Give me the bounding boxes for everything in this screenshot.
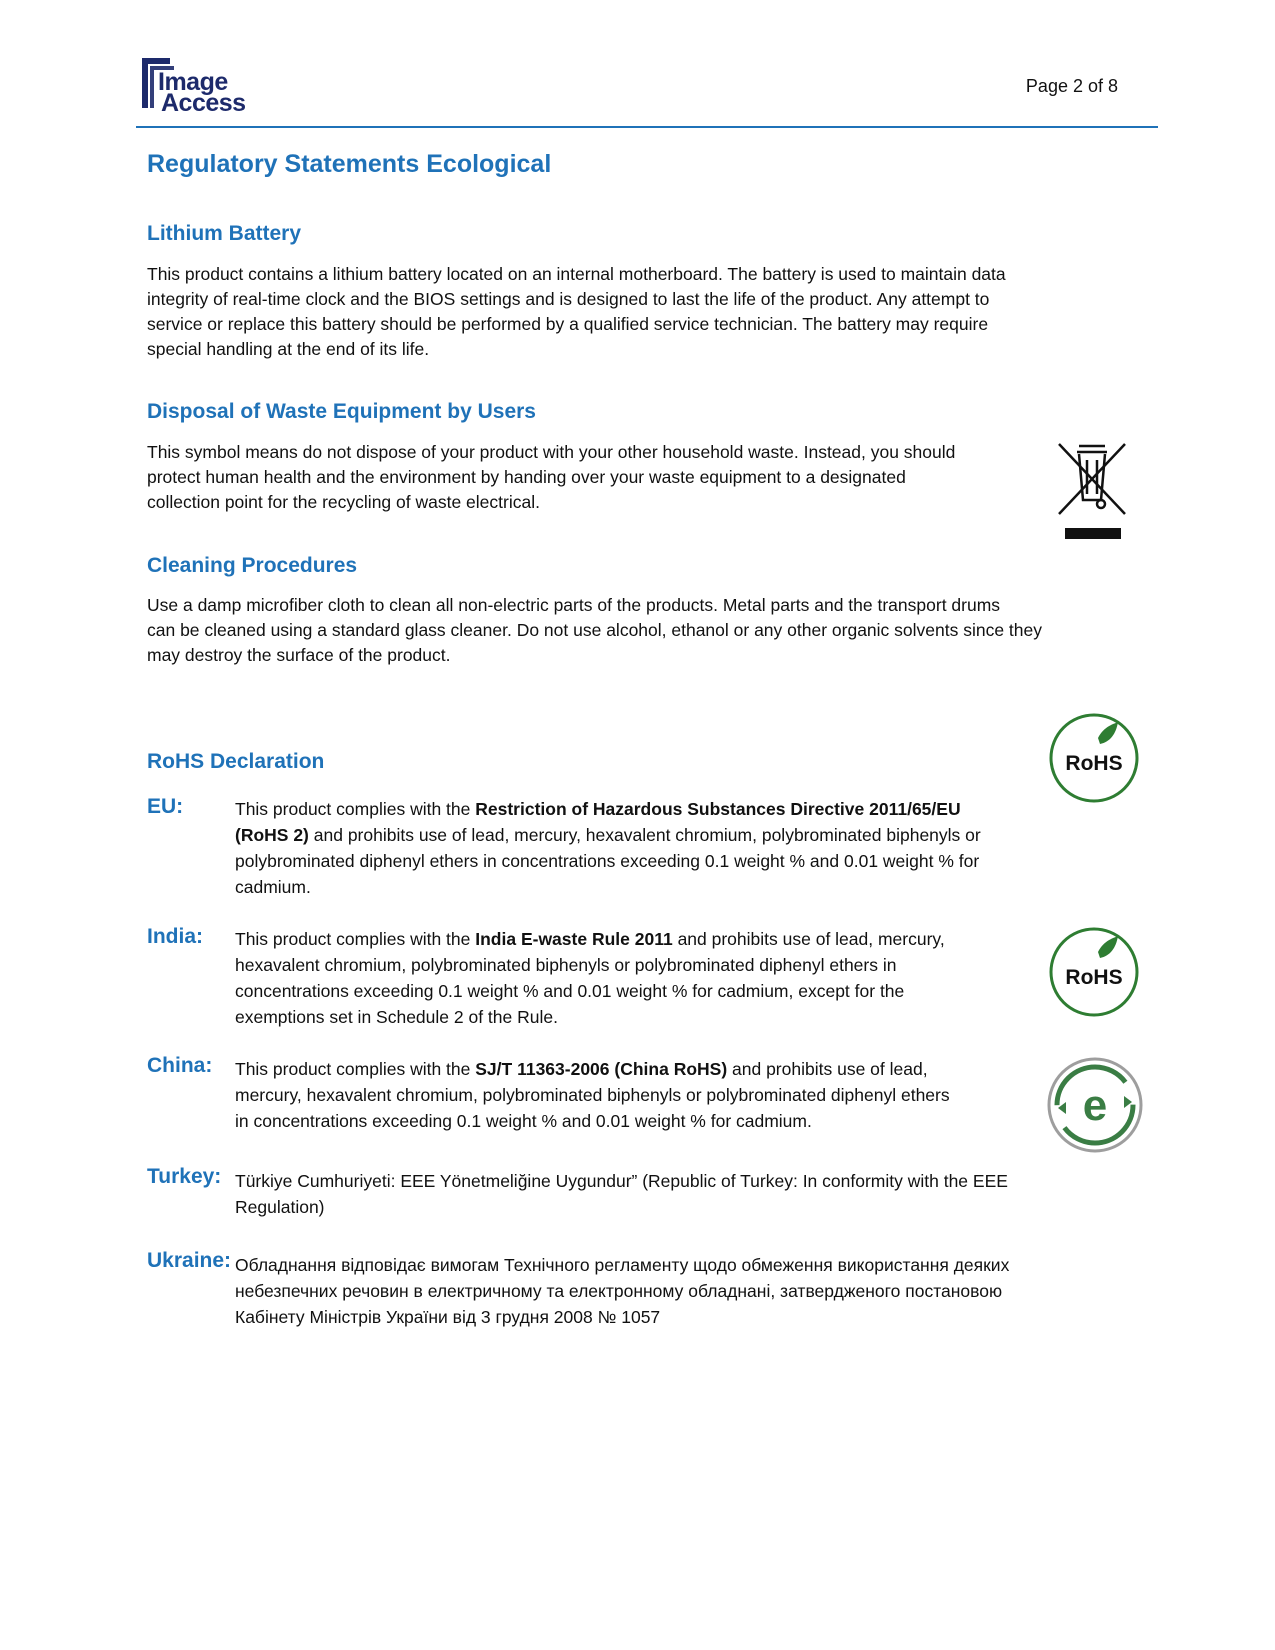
lithium-line-3: service or replace this battery should be performed by a qualified service technician. The battery may require: [147, 314, 989, 334]
china-line-1-bold: SJ/T 11363-2006 (China RoHS): [475, 1059, 728, 1079]
india-line-1-post: and prohibits use of lead, mercury,: [672, 929, 945, 949]
india-line-1-bold: India E-waste Rule 2011: [475, 929, 673, 949]
lithium-paragraph: [147, 262, 1006, 362]
cleaning-line-2: can be cleaned using a standard glass cleaner. Do not use alcohol, ethanol or any other organic solvents since they: [147, 620, 1043, 640]
svg-text:e: e: [1082, 1081, 1108, 1130]
ukraine-label: Ukraine:: [147, 1249, 232, 1272]
eu-line-2-post: and prohibits use of lead, mercury, hexavalent chromium, polybrominated biphenyls or: [308, 825, 981, 845]
cleaning-paragraph: [147, 593, 1042, 668]
eu-label: EU:: [147, 795, 184, 818]
image-access-logo: [140, 56, 255, 118]
disposal-line-2: protect human health and the environment by handing over your waste equipment to a designated: [147, 467, 906, 487]
lithium-heading: Lithium Battery: [147, 222, 302, 245]
india-line-4: exemptions set in Schedule 2 of the Rule.: [235, 1007, 558, 1027]
logo-wordmark: [158, 68, 246, 117]
india-label: India:: [147, 925, 203, 948]
india-text: [235, 926, 945, 1030]
india-line-3: concentrations exceeding 0.1 weight % and 0.01 weight % for cadmium, except for the: [235, 981, 905, 1001]
ukraine-text: [235, 1252, 1009, 1330]
turkey-line-2: Regulation): [235, 1197, 325, 1217]
india-line-1-pre: This product complies with the: [235, 929, 476, 949]
rohs-badge-icon: [1048, 712, 1140, 804]
turkey-label: Turkey:: [147, 1165, 222, 1188]
disposal-paragraph: [147, 440, 955, 515]
china-line-1-post: and prohibits use of lead,: [727, 1059, 928, 1079]
china-line-3: in concentrations exceeding 0.1 weight % and 0.01 weight % for cadmium.: [235, 1111, 812, 1131]
china-line-2: mercury, hexavalent chromium, polybrominated biphenyls or polybrominated diphenyl ethers: [235, 1085, 950, 1105]
india-line-2: hexavalent chromium, polybrominated biphenyls or polybrominated diphenyl ethers in: [235, 955, 897, 975]
cleaning-line-3: may destroy the surface of the product.: [147, 645, 451, 665]
rohs-heading: RoHS Declaration: [147, 750, 325, 773]
disposal-line-3: collection point for the recycling of waste electrical.: [147, 492, 540, 512]
eu-line-1-pre: This product complies with the: [235, 799, 476, 819]
rohs-badge-text: RoHS: [1065, 752, 1123, 775]
ukraine-line-2: небезпечних речовин в електричному та електронному обладнані, затвердженого постановою: [235, 1281, 1003, 1301]
rohs-badge-text-india: RoHS: [1065, 966, 1123, 989]
eu-line-1-bold: Restriction of Hazardous Substances Directive 2011/65/EU: [475, 799, 961, 819]
rohs-badge-icon-india: [1048, 926, 1140, 1018]
logo-line-2: Access: [161, 89, 246, 117]
turkey-line-1: Türkiye Cumhuriyeti: EEE Yönetmeliğine Uygundur” (Republic of Turkey: In conformity with the EEE: [235, 1171, 1008, 1191]
china-label: China:: [147, 1054, 213, 1077]
disposal-heading: Disposal of Waste Equipment by Users: [147, 400, 536, 423]
eu-line-3: polybrominated diphenyl ethers in concentrations exceeding 0.1 weight % and 0.01 weight % for: [235, 851, 980, 871]
eu-text: [235, 796, 981, 900]
crossed-out-wheelie-bin-icon: [1055, 440, 1129, 540]
lithium-line-4: special handling at the end of its life.: [147, 339, 430, 359]
header-rule: [136, 126, 1158, 128]
china-text: [235, 1056, 950, 1134]
china-line-1-pre: This product complies with the: [235, 1059, 476, 1079]
china-rohs-e-recycle-icon: [1046, 1056, 1144, 1154]
ukraine-line-1: Обладнання відповідає вимогам Технічного регламенту щодо обмеження використання деяких: [235, 1255, 1010, 1275]
disposal-line-1: This symbol means do not dispose of your product with your other household waste. Instead, you should: [147, 442, 956, 462]
ukraine-line-3: Кабінету Міністрів України від 3 грудня 2008 № 1057: [235, 1307, 661, 1327]
eu-line-2-bold: (RoHS 2): [235, 825, 309, 845]
eu-line-4: cadmium.: [235, 877, 311, 897]
lithium-line-2: integrity of real-time clock and the BIOS settings and is designed to last the life of the product. Any attempt to: [147, 289, 990, 309]
lithium-line-1: This product contains a lithium battery located on an internal motherboard. The battery is used to maintain data: [147, 264, 1006, 284]
page-title: Regulatory Statements Ecological: [147, 150, 552, 178]
page-number: Page 2 of 8: [1025, 76, 1118, 96]
logo-line-1: Image: [158, 68, 228, 96]
cleaning-heading: Cleaning Procedures: [147, 554, 358, 577]
turkey-text: [235, 1168, 1008, 1220]
cleaning-line-1: Use a damp microfiber cloth to clean all non-electric parts of the products. Metal parts and the transport drums: [147, 595, 1001, 615]
